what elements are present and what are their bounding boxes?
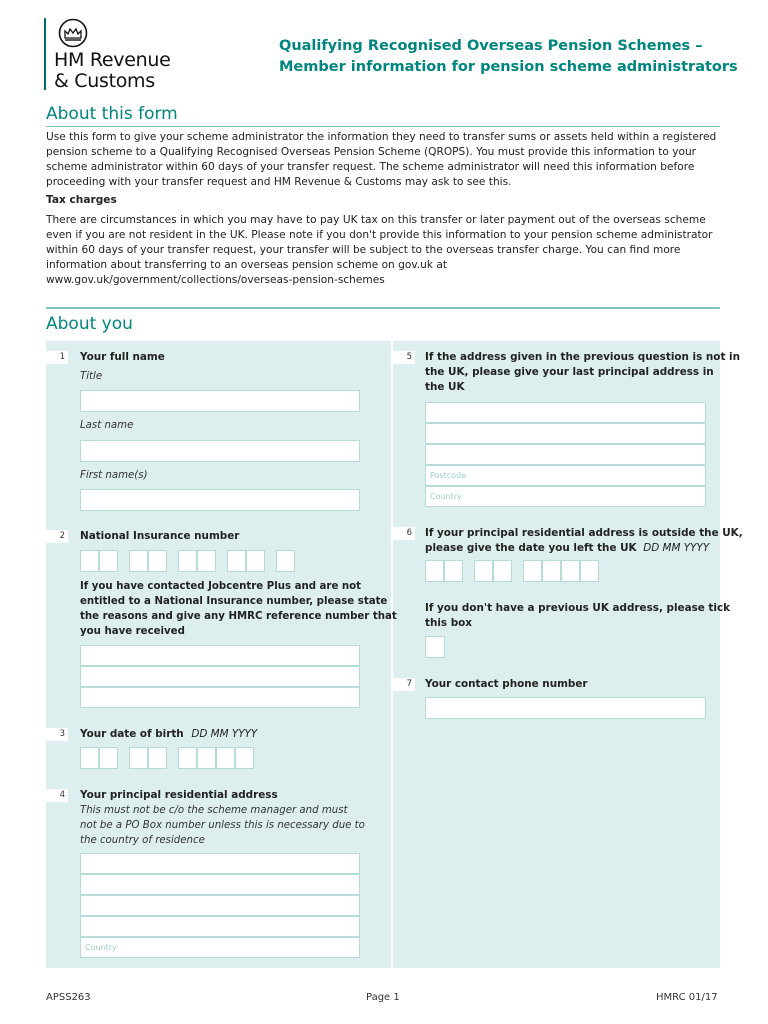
date-format-hint: DD MM YYYY — [643, 542, 710, 554]
question-number: 6 — [393, 527, 415, 540]
q1-label: Your full name — [80, 351, 165, 363]
intro-paragraph: Use this form to give your scheme administrator the information they need to transfer sums or assets held within a registered pension scheme to a Qualifying Recognised Overseas Pension Scheme (QROPS). You must provide this information to your scheme administrator within 60 days of your transfer request. The scheme administrator will need this information before proceeding with your transfer request and HM Revenue & Customs may ask to see this. — [46, 131, 717, 188]
ni-char-box[interactable] — [80, 550, 99, 572]
title-input[interactable] — [80, 390, 360, 412]
ni-char-box[interactable] — [246, 550, 265, 572]
ni-char-box[interactable] — [197, 550, 216, 572]
question-number: 3 — [46, 728, 68, 741]
ni-char-box[interactable] — [129, 550, 148, 572]
form-code: APSS263 — [46, 992, 91, 1003]
left-year-box[interactable] — [523, 560, 542, 582]
q6-label: If your principal residential address is outside the UK, please give the date you left the UK DD MM YYYY — [425, 527, 743, 554]
ni-char-box[interactable] — [178, 550, 197, 572]
question-number: 4 — [46, 789, 68, 802]
section-rule — [46, 307, 720, 309]
date-format-hint: DD MM YYYY — [191, 728, 258, 740]
reasons-line[interactable] — [80, 687, 360, 708]
dob-year-box[interactable] — [235, 747, 254, 769]
first-name-input[interactable] — [80, 489, 360, 511]
dob-year-box[interactable] — [178, 747, 197, 769]
q3-label: Your date of birth DD MM YYYY — [80, 728, 258, 740]
postcode-input[interactable] — [425, 465, 706, 486]
q4-note: This must not be c/o the scheme manager and must not be a PO Box number unless this is necessary due to the country of residence — [80, 805, 365, 846]
address-line[interactable] — [80, 853, 360, 874]
first-name-label: First name(s) — [80, 470, 148, 481]
country-placeholder: Country — [430, 492, 462, 501]
date-left-boxes — [425, 560, 615, 582]
rule — [46, 126, 720, 127]
left-year-box[interactable] — [580, 560, 599, 582]
page-number: Page 1 — [366, 992, 400, 1003]
question-number: 5 — [393, 351, 415, 364]
q2-note: If you have contacted Jobcentre Plus and are not entitled to a National Insurance number, please state the reasons and give any HMRC reference number that you have received — [80, 581, 397, 637]
left-month-box[interactable] — [493, 560, 512, 582]
ni-number-boxes — [80, 550, 300, 572]
question-number: 1 — [46, 351, 68, 364]
dob-month-box[interactable] — [148, 747, 167, 769]
reasons-line[interactable] — [80, 666, 360, 687]
address-line[interactable] — [80, 895, 360, 916]
left-day-box[interactable] — [444, 560, 463, 582]
document-title: Qualifying Recognised Overseas Pension Schemes – Member information for pension scheme administrators — [279, 38, 738, 75]
left-month-box[interactable] — [474, 560, 493, 582]
uk-address-line[interactable] — [425, 423, 706, 444]
phone-input[interactable] — [425, 697, 706, 719]
title-label: Title — [80, 371, 103, 382]
about-you-heading: About you — [46, 314, 133, 334]
about-form-heading: About this form — [46, 104, 178, 124]
no-uk-address-checkbox[interactable] — [425, 636, 445, 658]
q4-label: Your principal residential address — [80, 789, 278, 801]
last-name-label: Last name — [80, 420, 134, 431]
q7-label: Your contact phone number — [425, 678, 588, 690]
crown-crest-icon — [56, 18, 90, 48]
question-number: 2 — [46, 530, 68, 543]
tax-paragraph: There are circumstances in which you may have to pay UK tax on this transfer or later payment out of the overseas scheme even if you are not resident in the UK. Please note if you don't provide this information to your pension scheme administrator within 60 days of your transfer request, your transfer will be subject to the overseas transfer charge. You can find more information about transferring to an overseas pension scheme on gov.uk at www.gov.uk/government/collections/overseas-pension-schemes — [46, 214, 713, 286]
address-line[interactable] — [80, 916, 360, 937]
tax-charges-heading: Tax charges — [46, 194, 117, 206]
postcode-placeholder: Postcode — [430, 471, 467, 480]
column-divider — [391, 341, 393, 968]
logo-bar — [44, 18, 46, 90]
dob-boxes — [80, 747, 270, 769]
dob-day-box[interactable] — [80, 747, 99, 769]
org-name: HM Revenue & Customs — [54, 49, 171, 92]
question-number: 7 — [393, 678, 415, 691]
reasons-line[interactable] — [80, 645, 360, 666]
dob-year-box[interactable] — [216, 747, 235, 769]
country-placeholder: Country — [85, 943, 117, 952]
uk-address-line[interactable] — [425, 444, 706, 465]
uk-address-line[interactable] — [425, 402, 706, 423]
left-year-box[interactable] — [542, 560, 561, 582]
uk-country-input[interactable] — [425, 486, 706, 507]
ni-char-box[interactable] — [148, 550, 167, 572]
address-line[interactable] — [80, 874, 360, 895]
q2-label: National Insurance number — [80, 530, 240, 542]
form-version: HMRC 01/17 — [656, 992, 718, 1003]
dob-day-box[interactable] — [99, 747, 118, 769]
dob-month-box[interactable] — [129, 747, 148, 769]
ni-char-box[interactable] — [276, 550, 295, 572]
q5-label: If the address given in the previous question is not in the UK, please give your last principal address in the UK — [425, 351, 740, 393]
no-uk-address-label: If you don't have a previous UK address, please tick this box — [425, 602, 731, 629]
dob-year-box[interactable] — [197, 747, 216, 769]
left-day-box[interactable] — [425, 560, 444, 582]
left-year-box[interactable] — [561, 560, 580, 582]
ni-char-box[interactable] — [99, 550, 118, 572]
last-name-input[interactable] — [80, 440, 360, 462]
address-country-input[interactable] — [80, 937, 360, 958]
ni-char-box[interactable] — [227, 550, 246, 572]
